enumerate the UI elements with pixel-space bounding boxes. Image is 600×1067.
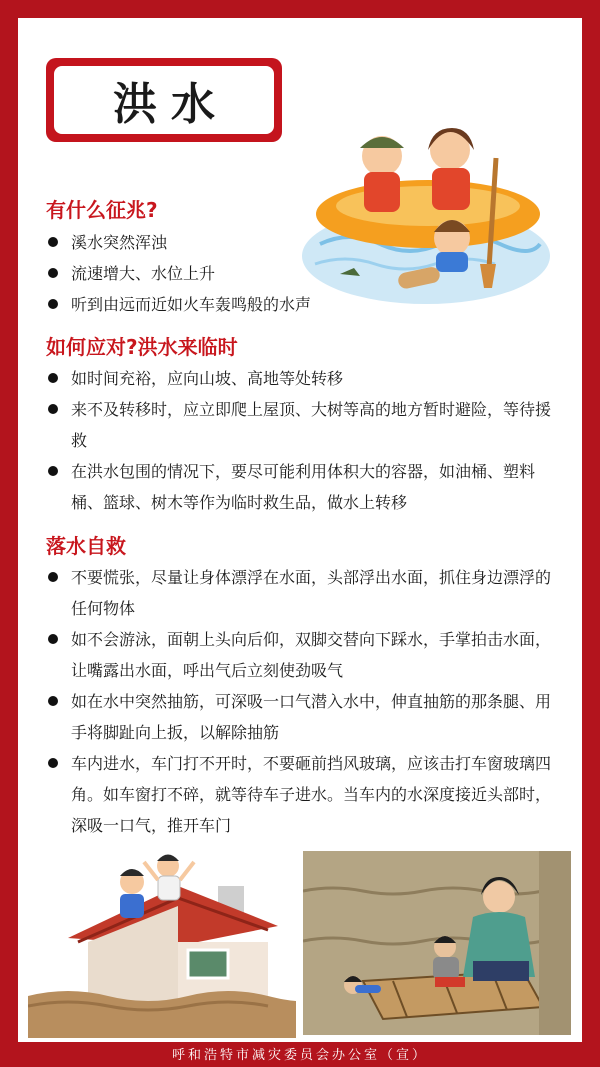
- list-item: 流速增大、水位上升: [46, 258, 346, 289]
- list-item: 如不会游泳，面朝上头向后仰，双脚交替向下踩水，手掌拍击水面，让嘴露出水面，呼出气后立刻使劲吸气: [46, 624, 556, 686]
- section-heading-response: 如何应对?洪水来临时: [46, 335, 238, 359]
- list-item: 不要慌张，尽量让身体漂浮在水面，头部浮出水面，抓住身边漂浮的任何物体: [46, 562, 556, 624]
- list-item: 溪水突然浑浊: [46, 227, 346, 258]
- list-item: 如在水中突然抽筋，可深吸一口气潜入水中，伸直抽筋的那条腿、用手将脚趾向上扳，以解除抽筋: [46, 686, 556, 748]
- list-item: 在洪水包围的情况下，要尽可能利用体积大的容器，如油桶、塑料桶、篮球、树木等作为临时救生品，做水上转移: [46, 456, 556, 518]
- title-badge-inner: [54, 66, 274, 134]
- list-self-rescue: [46, 562, 556, 841]
- list-signs: [46, 227, 346, 320]
- poster-frame: [18, 18, 582, 1042]
- raft-flood-illustration: [303, 851, 571, 1035]
- list-item: 车内进水，车门打不开时，不要砸前挡风玻璃，应该击打车窗玻璃四角。如车窗打不碎，就等待车子进水。当车内的水深度接近头部时，深吸一口气，推开车门: [46, 748, 556, 841]
- list-item: 来不及转移时，应立即爬上屋顶、大树等高的地方暂时避险，等待援救: [46, 394, 556, 456]
- section-heading-self-rescue: 落水自救: [46, 534, 126, 558]
- list-response: [46, 363, 556, 518]
- section-heading-signs: 有什么征兆?: [46, 198, 158, 222]
- list-item: 如时间充裕，应向山坡、高地等处转移: [46, 363, 556, 394]
- footer-credit: 呼和浩特市减灾委员会办公室（宣）: [171, 1048, 428, 1063]
- house-flood-illustration: [28, 846, 296, 1038]
- title-badge: [46, 58, 282, 142]
- list-item: 听到由远而近如火车轰鸣般的水声: [46, 289, 346, 320]
- page-title: 洪水: [113, 79, 229, 130]
